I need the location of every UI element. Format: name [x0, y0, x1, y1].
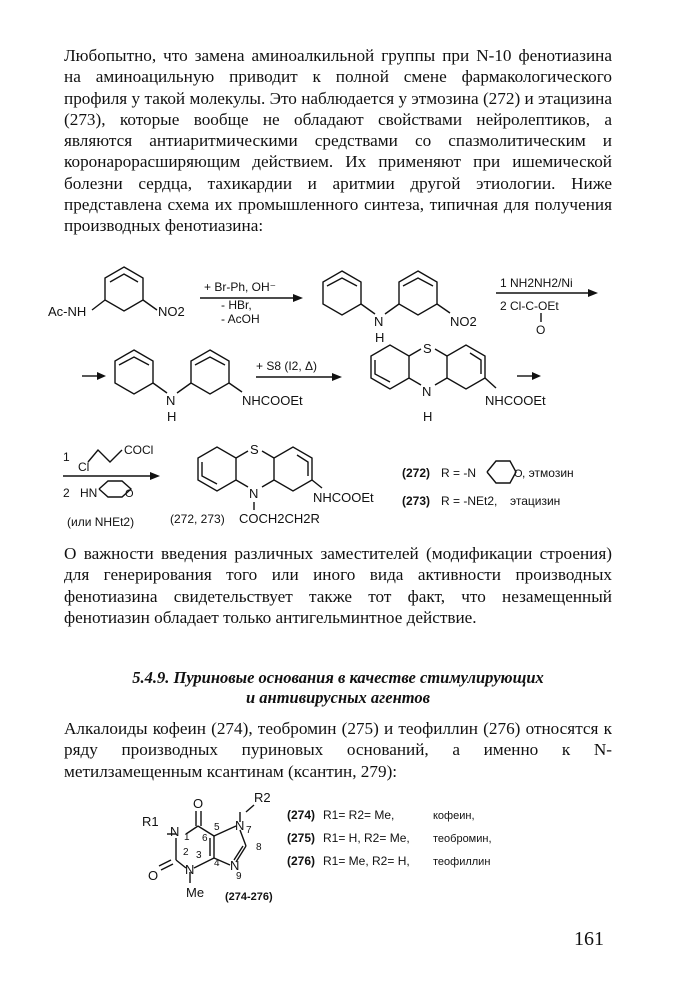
legend-273-name: этацизин [510, 494, 561, 508]
pos-2: 2 [183, 847, 189, 858]
label-o-left: O [148, 868, 159, 883]
label-n1: N [170, 824, 180, 839]
row-276-formula: R1= Me, R2= H, [323, 854, 410, 868]
reagent-brph: + Br-Ph, OH⁻ [204, 280, 277, 294]
legend-272-name: , этмозин [522, 466, 574, 480]
nh-h: H [375, 330, 385, 345]
nh-n: N [374, 314, 384, 329]
nhcooet-label: NHCOOEt [242, 393, 303, 408]
pos-8: 8 [256, 842, 262, 853]
paragraph-phenothiazine-intro: Любопытно, что замена аминоалкильной группы при N-10 фенотиазина на аминоацильную приводит к полной смене фармакологического профиля у такой молекулы. Это наблюдается у этмозина (272) и этацизина (273), которые вообще не обладают свойствами нейролептиков, а являются антиаритмическими средствами со спазмолитическим и коронарорасширяющим действием. Их применяют при ишемической болезни сердца, тахикардии и аритмии другой этиологии. Ниже представлена схема их промышленного синтеза, типичная для получения производных фенотиазина: [64, 46, 612, 236]
pos-6: 6 [202, 833, 208, 844]
row-276-name: теофиллин [433, 856, 491, 868]
section-heading-line1: 5.4.9. Пуриновые основания в качестве стимулирующих [132, 668, 544, 687]
product-s: S [250, 442, 259, 457]
label-n9: N [230, 858, 240, 873]
acyl-chloride-label: COCl [124, 443, 154, 457]
side-chain: COCH2CH2R [239, 511, 320, 526]
legend-273-num: (273) [402, 494, 431, 508]
purine-labels [142, 790, 273, 903]
label-r2: R2 [254, 790, 271, 805]
morpholine-o: O [125, 488, 134, 500]
morpholine-hn: HN [80, 486, 98, 500]
nh-h-2: H [167, 409, 177, 424]
label-n7: N [235, 818, 245, 833]
paragraph-substituents: О важности введения различных заместителей (модификации строения) для генерирования того или иного вида активности производных фенотиазина свидетельствует также тот факт, что незамещенный фенотиазин обладает только антигельминтное действие. [64, 544, 612, 627]
ring-s: S [423, 341, 432, 356]
label-r1: R1 [142, 814, 159, 829]
nhcooet-label-2: NHCOOEt [485, 393, 546, 408]
carbonyl-o: O [536, 323, 546, 337]
product-numbers: (272, 273) [170, 512, 225, 526]
row-275-formula: R1= H, R2= Me, [323, 831, 410, 845]
row-274-formula: R1= R2= Me, [323, 808, 395, 822]
section-heading-line2: и антивирусных агентов [246, 688, 430, 707]
step-num-2: 2 [63, 486, 70, 500]
legend-272-o: O [514, 468, 523, 480]
label-me: Me [186, 885, 205, 900]
row-274-num: (274) [287, 808, 316, 822]
nh-n-2: N [166, 393, 176, 408]
step-num-1: 1 [63, 450, 70, 464]
no2-label-2: NO2 [450, 314, 477, 329]
chloro-label: Cl [78, 460, 90, 474]
cond-chloroformate: 2 Cl-C-OEt [500, 299, 559, 313]
legend-272-eq: R = -N [441, 466, 477, 480]
byproduct-acoh: - AcOH [221, 312, 260, 326]
legend-272-num: (272) [402, 466, 431, 480]
row-274-name: кофеин, [433, 810, 475, 822]
pos-9: 9 [236, 871, 242, 882]
cond-hydrazine: 1 NH2NH2/Ni [500, 276, 573, 290]
page-number: 161 [574, 928, 604, 950]
sulfur-reagent: + S8 (I2, Δ) [256, 359, 318, 373]
row-275-name: теобромин, [433, 833, 492, 845]
paragraph-purines: Алкалоиды кофеин (274), теобромин (275) и теофиллин (276) относятся к ряду производных пуриновых оснований, а именно к N-метилзамещенным ксантинам (ксантин, 279): [64, 719, 612, 781]
pos-5: 5 [214, 822, 220, 833]
row-275-num: (275) [287, 831, 316, 845]
row-276-num: (276) [287, 854, 316, 868]
label-o-top: O [193, 796, 204, 811]
product-n: N [249, 486, 259, 501]
pos-7: 7 [246, 825, 252, 836]
ring-n: N [422, 384, 432, 399]
acnh-label: Ac-NH [48, 304, 87, 319]
legend-273-eq: R = -NEt2, [441, 494, 498, 508]
ring-h: H [423, 409, 433, 424]
byproduct-hbr: - HBr, [221, 298, 252, 312]
pos-1: 1 [184, 832, 190, 843]
no2-label: NO2 [158, 304, 185, 319]
diethylamine-alt: (или NHEt2) [67, 515, 135, 529]
purine-table [287, 808, 492, 868]
pos-4: 4 [214, 858, 220, 869]
label-range: (274-276) [225, 891, 273, 903]
nhcooet-label-3: NHCOOEt [313, 490, 374, 505]
pos-3: 3 [196, 850, 202, 861]
label-n3: N [185, 862, 195, 877]
